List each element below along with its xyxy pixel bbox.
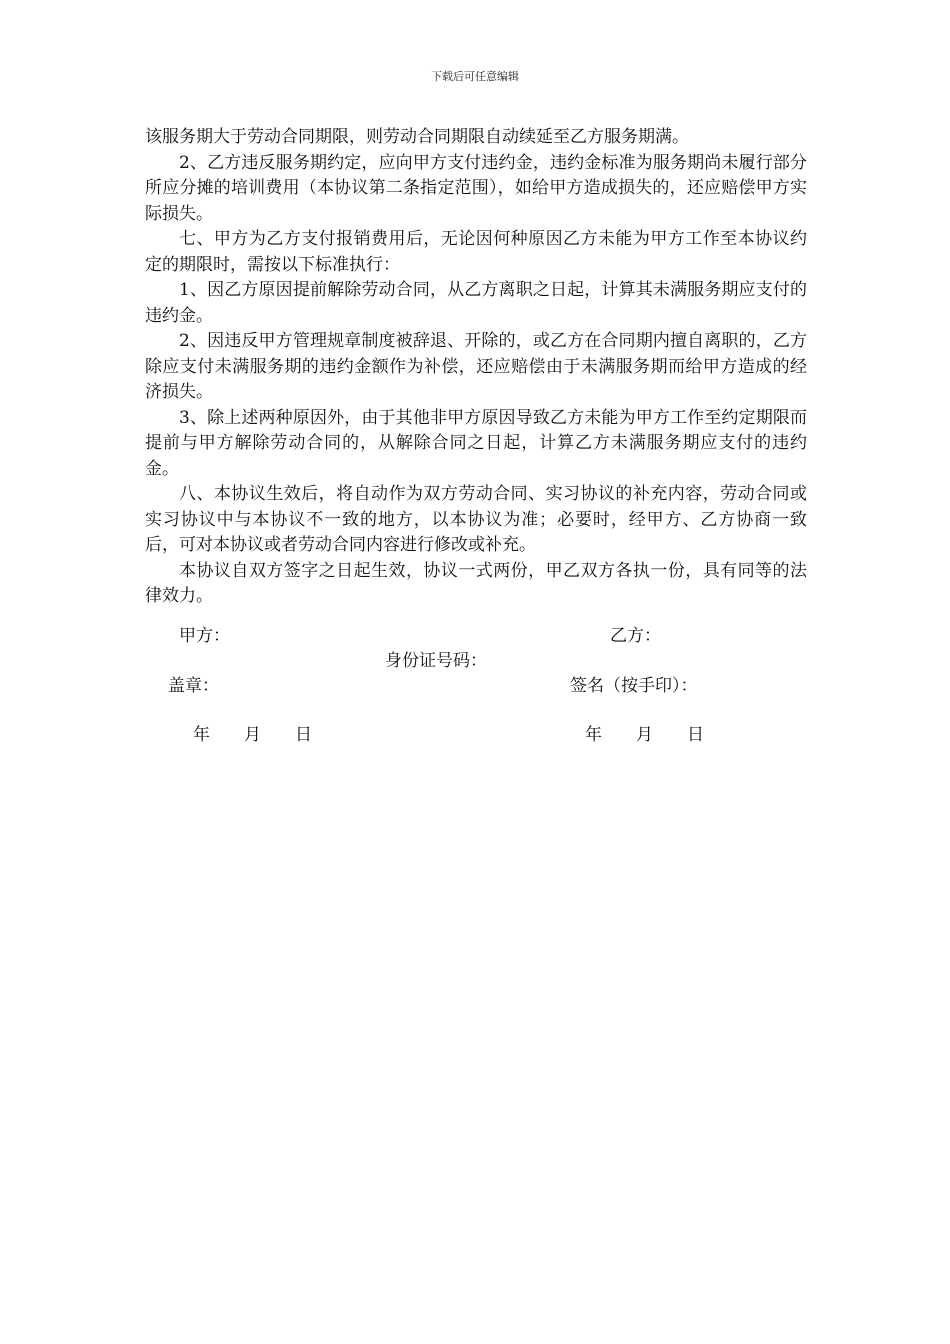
paragraph-clause: 七、甲方为乙方支付报销费用后，无论因何种原因乙方未能为甲方工作至本协议约定的期限时，需按以下标准执行： — [145, 229, 807, 275]
agreement-body — [145, 125, 807, 610]
party-a-label: 甲方： — [179, 626, 230, 646]
signature-label: 签名（按手印）： — [570, 676, 698, 696]
date-party-b: 年 月 日 — [585, 725, 704, 745]
date-party-a: 年 月 日 — [193, 725, 312, 745]
id-number-label: 身份证号码： — [385, 651, 487, 671]
paragraph-closing: 本协议自双方签字之日起生效，协议一式两份，甲乙双方各执一份，具有同等的法律效力。 — [145, 560, 807, 606]
paragraph-clause: 3、除上述两种原因外，由于其他非甲方原因导致乙方未能为甲方工作至约定期限而提前与甲方解除劳动合同的，从解除合同之日起，计算乙方未满服务期应支付的违约金。 — [145, 407, 807, 479]
paragraph-clause: 2、因违反甲方管理规章制度被辞退、开除的，或乙方在合同期内擅自离职的，乙方除应支付未满服务期的违约金额作为补偿，还应赔偿由于未满服务期而给甲方造成的经济损失。 — [145, 331, 807, 402]
paragraph-clause: 2、乙方违反服务期约定，应向甲方支付违约金，违约金标准为服务期尚未履行部分所应分摊的培训费用（本协议第二条指定范围），如给甲方造成损失的，还应赔偿甲方实际损失。 — [145, 152, 807, 224]
party-b-label: 乙方： — [610, 626, 661, 646]
paragraph-continuation: 该服务期大于劳动合同期限，则劳动合同期限自动续延至乙方服务期满。 — [145, 127, 689, 147]
paragraph-clause: 1、因乙方原因提前解除劳动合同，从乙方离职之日起，计算其未满服务期应支付的违约金。 — [145, 280, 807, 326]
header-note: 下载后可任意编辑 — [431, 70, 519, 83]
paragraph-clause: 八、本协议生效后，将自动作为双方劳动合同、实习协议的补充内容，劳动合同或实习协议中与本协议不一致的地方，以本协议为准；必要时，经甲方、乙方协商一致后，可对本协议或者劳动合同内容进行修改或补充。 — [145, 484, 807, 555]
seal-label: 盖章： — [168, 676, 219, 696]
